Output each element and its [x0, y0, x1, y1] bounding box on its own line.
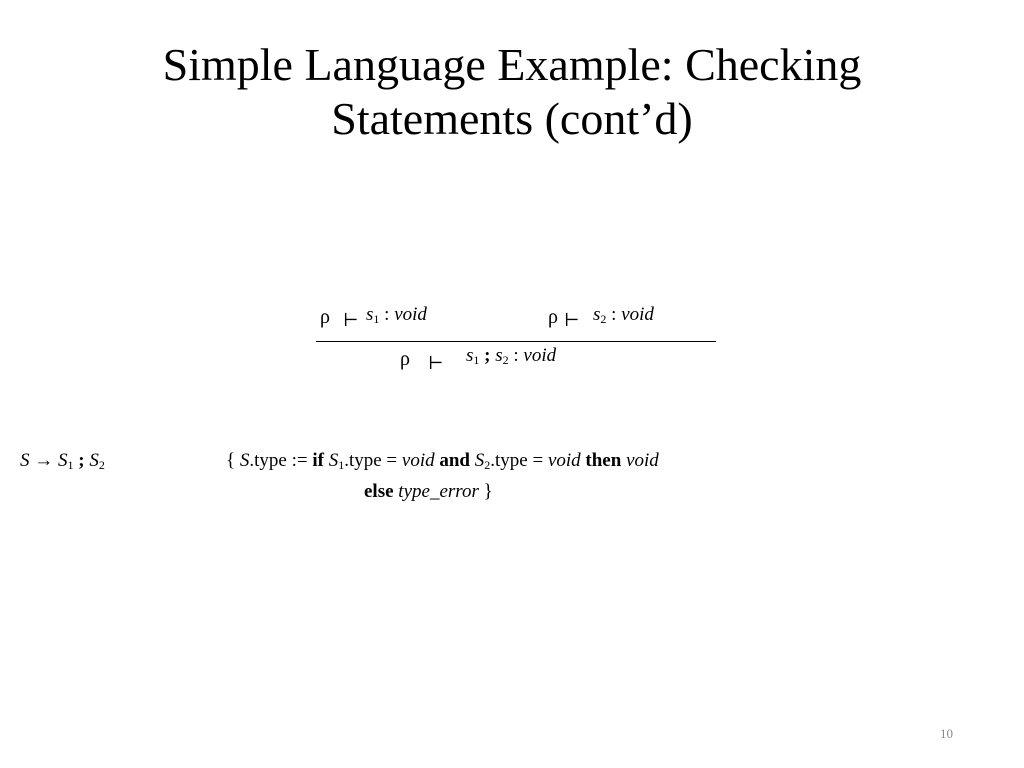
premise1-sub: 1: [373, 312, 380, 326]
action-line-2: [364, 481, 493, 503]
production: [20, 450, 105, 472]
premise1-rho: ρ: [320, 306, 330, 328]
conclusion-turnstile: ⊢: [428, 353, 444, 373]
conclusion-sub2: 2: [502, 353, 509, 367]
conclusion-judgement: [466, 345, 556, 367]
cond2-var: S: [474, 450, 485, 471]
page-number: 10: [940, 726, 953, 741]
conclusion-semicolon: ;: [484, 345, 491, 366]
premise2-var: s: [593, 304, 601, 325]
cond1-val: void: [401, 450, 435, 471]
premise1-judgement: [366, 304, 427, 326]
keyword-then: then: [585, 450, 622, 471]
cond2-attr: .type =: [490, 450, 544, 471]
cond1-attr: .type =: [344, 450, 398, 471]
conclusion-var1: s: [466, 345, 474, 366]
cond2-sub: 2: [484, 458, 491, 472]
premise1-type: void: [394, 304, 427, 325]
then-val: void: [626, 450, 659, 471]
premise1-var: s: [366, 304, 374, 325]
production-arrow: →: [34, 450, 54, 471]
premise1-turnstile: ⊢: [343, 310, 359, 330]
premise2-type: void: [621, 304, 654, 325]
inference-rule-line: [316, 341, 716, 342]
action-close-brace: }: [483, 481, 493, 502]
conclusion-var2: s: [495, 345, 503, 366]
conclusion-rho: ρ: [400, 348, 410, 370]
premise2-rho: ρ: [548, 306, 558, 328]
action-open-brace: {: [226, 450, 236, 471]
title-line-2: Statements (cont’d): [331, 93, 693, 144]
keyword-else: else: [364, 481, 394, 502]
title-line-1: Simple Language Example: Checking: [162, 39, 862, 90]
cond1-var: S: [328, 450, 339, 471]
conclusion-sub1: 1: [473, 353, 480, 367]
premise1-colon: :: [384, 304, 390, 325]
production-lhs: S: [20, 450, 30, 471]
slide-title: [0, 38, 1024, 146]
keyword-and: and: [439, 450, 470, 471]
action-assign: .type :=: [249, 450, 308, 471]
else-val: type_error: [398, 481, 479, 502]
production-s1-sub: 1: [67, 458, 74, 472]
cond1-sub: 1: [338, 458, 345, 472]
keyword-if: if: [312, 450, 324, 471]
premise2-colon: :: [611, 304, 617, 325]
conclusion-type: void: [523, 345, 557, 366]
premise2-sub: 2: [600, 312, 607, 326]
action-line-1: [226, 450, 659, 472]
premise2-judgement: [593, 304, 654, 326]
production-semicolon: ;: [78, 450, 85, 471]
production-s2-sub: 2: [98, 458, 105, 472]
premise2-turnstile: ⊢: [564, 310, 580, 330]
production-s1: S: [58, 450, 68, 471]
production-s2: S: [89, 450, 99, 471]
action-target: S: [239, 450, 250, 471]
cond2-val: void: [547, 450, 581, 471]
conclusion-colon: :: [513, 345, 519, 366]
